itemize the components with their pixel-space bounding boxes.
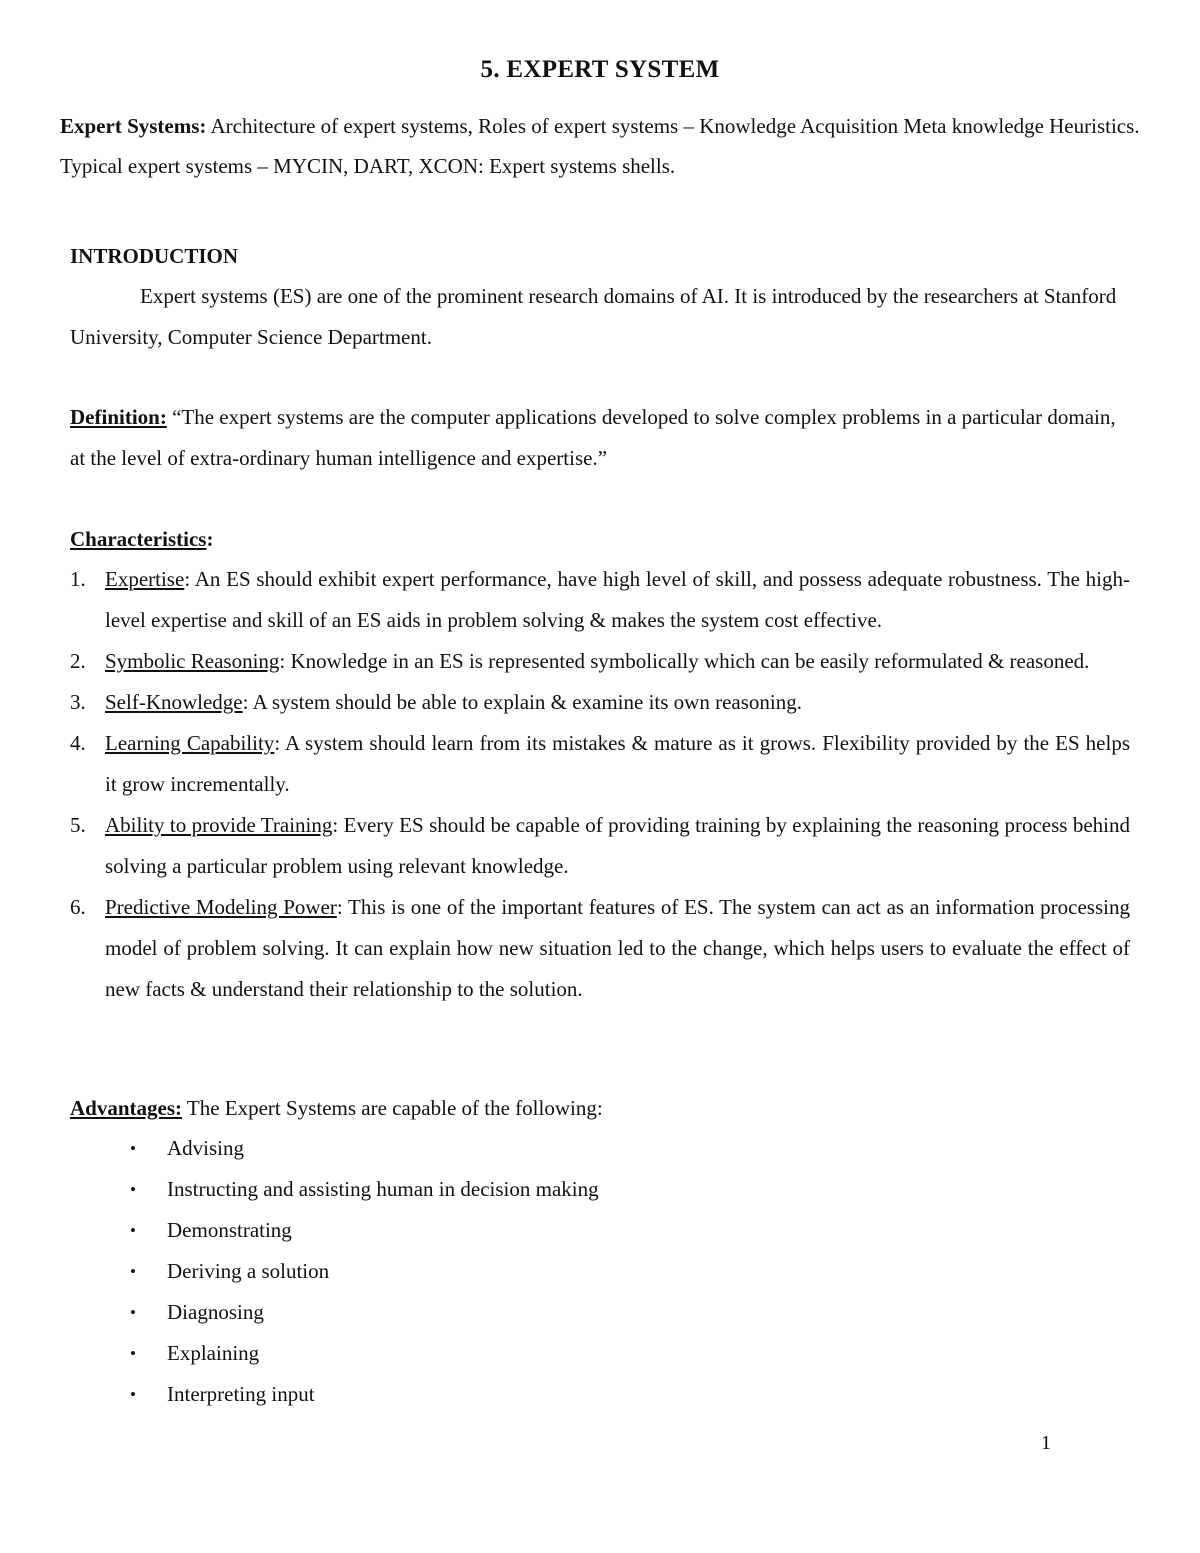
list-item (130, 1128, 1030, 1169)
list-number: 2. (70, 649, 86, 673)
bullet-icon: • (130, 1385, 136, 1404)
characteristics-heading-text: Characteristics (70, 527, 207, 551)
list-item (70, 887, 1130, 1010)
list-number: 1. (70, 567, 86, 591)
list-item (130, 1169, 1030, 1210)
list-text: Explaining (167, 1341, 260, 1365)
syllabus-label: Expert Systems: (60, 114, 207, 138)
characteristics-colon: : (206, 527, 214, 551)
list-text: Diagnosing (167, 1300, 264, 1324)
list-number: 6. (70, 895, 86, 919)
list-text: : This is one of the important features of ES. The system can act as an information processing model of problem solving. It can explain how new situation led to the change, which helps users to evaluate the effect of new facts & understand their relationship to the solution. (105, 895, 1130, 1001)
list-text: Deriving a solution (167, 1259, 330, 1283)
bullet-icon: • (130, 1344, 136, 1363)
list-number: 3. (70, 690, 86, 714)
list-text: : A system should learn from its mistakes & mature as it grows. Flexibility provided by the ES helps it grow incrementally. (105, 731, 1130, 796)
list-text: Interpreting input (167, 1382, 315, 1406)
advantages-paragraph (70, 1088, 1130, 1129)
list-term: Symbolic Reasoning (105, 649, 280, 673)
characteristics-heading (70, 519, 1130, 560)
list-term: Ability to provide Training (105, 813, 333, 837)
page-title: 5. EXPERT SYSTEM (480, 56, 720, 83)
list-number: 4. (70, 731, 86, 755)
advantages-list (130, 1128, 1030, 1415)
bullet-icon: • (130, 1303, 136, 1322)
list-text: : Every ES should be capable of providing training by explaining the reasoning process behind solving a particular problem using relevant knowledge. (105, 813, 1130, 878)
list-item (130, 1333, 1030, 1374)
list-item (70, 559, 1130, 641)
list-item (130, 1292, 1030, 1333)
list-number: 5. (70, 813, 86, 837)
introduction-text: Expert systems (ES) are one of the prominent research domains of AI. It is introduced by the researchers at Stanford University, Computer Science Department. (70, 284, 1117, 349)
list-item (130, 1210, 1030, 1251)
bullet-icon: • (130, 1221, 136, 1240)
list-term: Predictive Modeling Power (105, 895, 337, 919)
definition-label: Definition: (70, 405, 167, 429)
bullet-icon: • (130, 1139, 136, 1158)
list-text: : An ES should exhibit expert performance, have high level of skill, and possess adequate robustness. The high-level expertise and skill of an ES aids in problem solving & makes the system cost effective. (105, 567, 1130, 632)
list-text: Advising (167, 1136, 245, 1160)
syllabus-text: Architecture of expert systems, Roles of expert systems – Knowledge Acquisition Meta knowledge Heuristics. Typical expert systems – MYCIN, DART, XCON: Expert systems shells. (60, 114, 1140, 178)
page-number: 1 (1041, 1432, 1051, 1454)
list-item (70, 641, 1130, 682)
list-item (130, 1251, 1030, 1292)
list-item (130, 1374, 1030, 1415)
list-item (70, 682, 1130, 723)
advantages-text: The Expert Systems are capable of the following: (182, 1096, 603, 1120)
bullet-icon: • (130, 1262, 136, 1281)
list-text: : Knowledge in an ES is represented symbolically which can be easily reformulated & reasoned. (279, 649, 1090, 673)
bullet-icon: • (130, 1180, 136, 1199)
list-term: Expertise (105, 567, 185, 591)
list-item (70, 805, 1130, 887)
list-term: Learning Capability (105, 731, 275, 755)
advantages-label: Advantages: (70, 1096, 183, 1120)
list-text: Instructing and assisting human in decision making (167, 1177, 599, 1201)
list-term: Self-Knowledge (105, 690, 243, 714)
introduction-heading: INTRODUCTION (70, 244, 239, 268)
definition-text: “The expert systems are the computer applications developed to solve complex problems in a particular domain, at the level of extra-ordinary human intelligence and expertise.” (70, 405, 1116, 470)
list-text: : A system should be able to explain & examine its own reasoning. (242, 690, 802, 714)
syllabus-paragraph (60, 106, 1140, 186)
list-item (70, 723, 1130, 805)
list-text: Demonstrating (167, 1218, 292, 1242)
definition-paragraph (70, 397, 1130, 479)
characteristics-list (70, 559, 1130, 1010)
